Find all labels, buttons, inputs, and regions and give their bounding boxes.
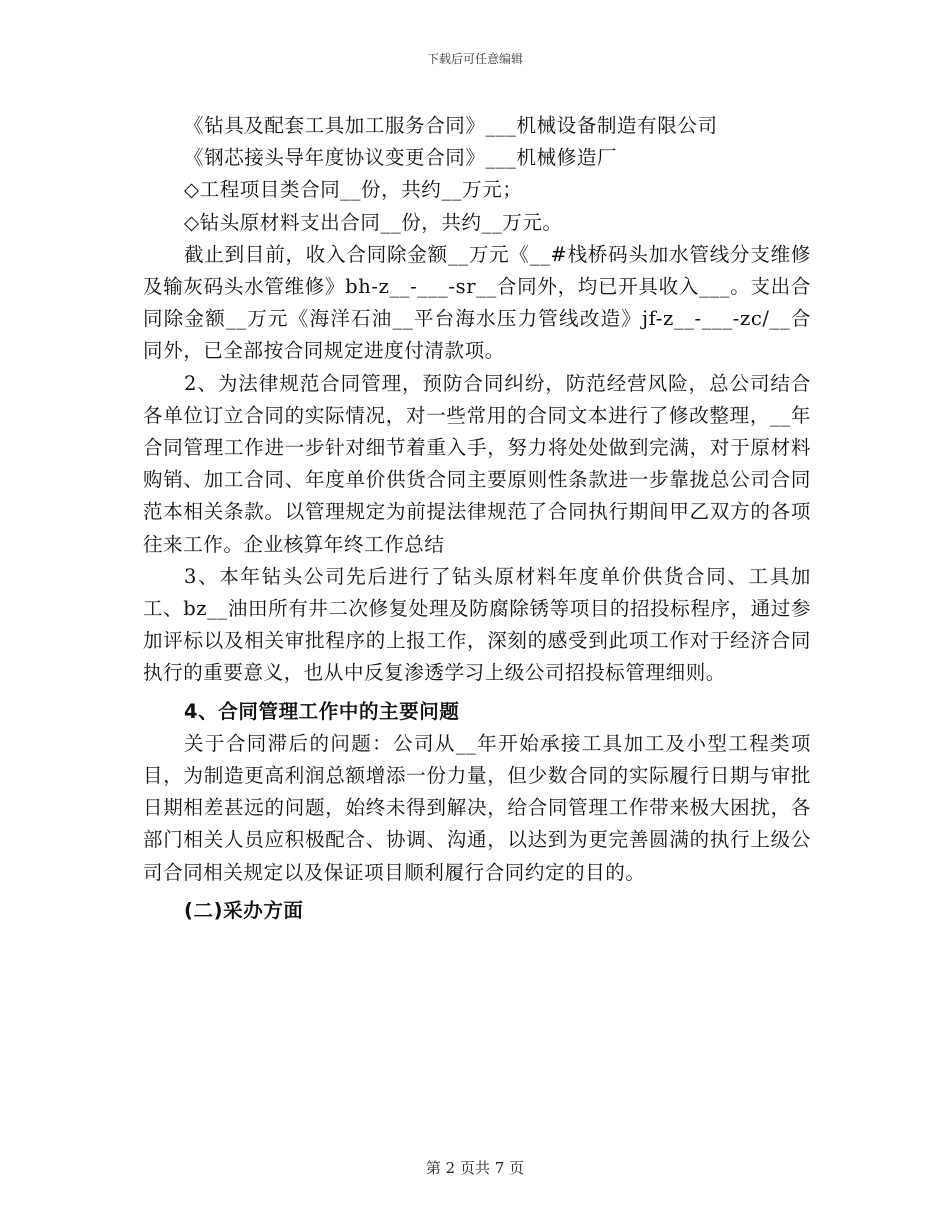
- document-body: [143, 110, 811, 927]
- paragraph-raw-material-contracts: ◇钻头原材料支出合同__份，共约__万元。: [184, 210, 563, 234]
- page-footer: 第 2 页共 7 页: [425, 1159, 525, 1177]
- paragraph-contract-2: 《钢芯接头导年度协议变更合同》___机械修造厂: [184, 146, 618, 170]
- paragraph-item-2: 2、为法律规范合同管理，预防合同纠纷，防范经营风险，总公司结合各单位订立合同的实际情况，对一些常用的合同文本进行了修改整理，__年合同管理工作进一步针对细节着重入手，努力将处处做到完满，对于原材料购销、加工合同、年度单价供货合同主要原则性条款进一步靠拢总公司合同范本相关条款。以管理规定为前提法律规范了合同执行期间甲乙双方的各项往来工作。企业核算年终工作总结: [143, 371, 811, 556]
- section-heading-4: 4、合同管理工作中的主要问题: [184, 699, 460, 723]
- paragraph-status: 截止到目前，收入合同除金额__万元《__#栈桥码头加水管线分支维修及输灰码头水管维修》bh-z__-___-sr__合同外，均已开具收入___。支出合同除金额__万元《海洋石油__平台海水压力管线改造》jf-z__-___-zc/__合同外，已全部按合同规定进度付清款项。: [143, 242, 811, 363]
- paragraph-contract-1: 《钻具及配套工具加工服务合同》___机械设备制造有限公司: [184, 114, 718, 137]
- section-heading-procurement: (二)采办方面: [184, 898, 304, 922]
- paragraph-item-4: 关于合同滞后的问题：公司从__年开始承接工具加工及小型工程类项目，为制造更高利润总额增添一份力量，但少数合同的实际履行日期与审批日期相差甚远的问题，始终未得到解决，给合同管理工作带来极大困扰，各部门相关人员应积极配合、协调、沟通，以达到为更完善圆满的执行上级公司合同相关规定以及保证项目顺利履行合同约定的目的。: [143, 731, 811, 884]
- paragraph-engineering-contracts: ◇工程项目类合同__份，共约__万元；: [184, 178, 523, 202]
- page-header: 下载后可任意编辑: [426, 52, 523, 66]
- paragraph-item-3: 3、本年钻头公司先后进行了钻头原材料年度单价供货合同、工具加工、bz__油田所有井二次修复处理及防腐除锈等项目的招投标程序，通过参加评标以及相关审批程序的上报工作，深刻的感受到此项工作对于经济合同执行的重要意义，也从中反复渗透学习上级公司招投标管理细则。: [143, 564, 811, 685]
